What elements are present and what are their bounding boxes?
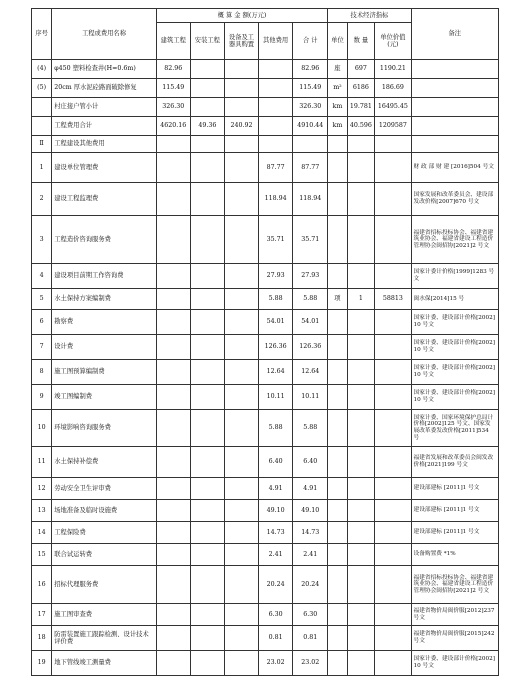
cell-seq: 11 xyxy=(32,447,52,478)
cell-seq: 13 xyxy=(32,500,52,522)
cell-unit: 座 xyxy=(328,60,347,79)
cell-other: 0.81 xyxy=(259,626,293,651)
cell-total: 82.96 xyxy=(293,60,328,79)
table-row xyxy=(32,478,499,500)
cell-name: 工程费用合计 xyxy=(52,117,156,136)
table-row xyxy=(32,385,499,410)
table-row xyxy=(32,98,499,117)
cell-construction xyxy=(156,566,190,604)
cell-equipment xyxy=(224,447,258,478)
cell-equipment xyxy=(224,385,258,410)
cell-unit-price xyxy=(375,216,411,264)
cell-unit-price xyxy=(375,651,411,676)
cell-name: 竣工图编制费 xyxy=(52,385,156,410)
cell-construction xyxy=(156,447,190,478)
cell-equipment: 240.92 xyxy=(224,117,258,136)
table-row xyxy=(32,544,499,566)
cell-unit xyxy=(328,385,347,410)
cell-note: 国家计委、建设部计价格[2002]10 号文 xyxy=(411,335,498,360)
cell-construction: 326.30 xyxy=(156,98,190,117)
cell-unit xyxy=(328,360,347,385)
cell-unit-price: 16495.45 xyxy=(375,98,411,117)
cell-unit xyxy=(328,604,347,626)
section-row xyxy=(32,136,499,153)
cell-unit-price xyxy=(375,566,411,604)
cell-other xyxy=(259,79,293,98)
cell-installation xyxy=(190,447,224,478)
cell-other: 2.41 xyxy=(259,544,293,566)
cell-unit xyxy=(328,216,347,264)
cell-construction: 115.49 xyxy=(156,79,190,98)
cell-note: 建设部建标 [2011]1 号文 xyxy=(411,522,498,544)
cell-unit-price xyxy=(375,310,411,335)
cell-note: 福建省招标投标协会、福建省建筑业协会、福建省建设工程造价管理协会闽招协[2021]2 号文 xyxy=(411,566,498,604)
cell-unit-price xyxy=(375,183,411,216)
cell-note: 建设部建标 [2011]1 号文 xyxy=(411,500,498,522)
cell-construction xyxy=(156,522,190,544)
cell-note: 国家计委计价格[1999]1283 号文 xyxy=(411,264,498,289)
cell-note xyxy=(411,98,498,117)
table-row xyxy=(32,410,499,447)
cell-unit-price: 1209587 xyxy=(375,117,411,136)
cell-note: 国家计委、建设部计价格[2002]10 号文 xyxy=(411,310,498,335)
cell-qty xyxy=(347,478,375,500)
cell-qty xyxy=(347,183,375,216)
cell-qty xyxy=(347,360,375,385)
section-name: 工程建设其他费用 xyxy=(52,136,156,153)
cell-equipment xyxy=(224,522,258,544)
cell-total: 27.93 xyxy=(293,264,328,289)
cell-qty: 1 xyxy=(347,289,375,310)
cell-seq: 3 xyxy=(32,216,52,264)
cell-note: 福建省物价局闽价服[2015]242 号文 xyxy=(411,626,498,651)
header-qty: 数 量 xyxy=(347,23,375,60)
cell-construction: 4620.16 xyxy=(156,117,190,136)
cell-qty xyxy=(347,522,375,544)
cell-equipment xyxy=(224,183,258,216)
cell-name: 村庄接户管小计 xyxy=(52,98,156,117)
cell-installation xyxy=(190,360,224,385)
cell-name: 地下管线竣工测量费 xyxy=(52,651,156,676)
cell-name: 20cm 厚水泥砼路面破除修复 xyxy=(52,79,156,98)
cell-installation xyxy=(190,544,224,566)
header-name: 工程或费用名称 xyxy=(52,9,156,60)
cell-construction xyxy=(156,335,190,360)
cell-construction xyxy=(156,360,190,385)
cell-qty xyxy=(347,310,375,335)
cell-seq: 12 xyxy=(32,478,52,500)
cell-installation xyxy=(190,183,224,216)
table-row xyxy=(32,289,499,310)
cell-name: 施工图预算编制费 xyxy=(52,360,156,385)
cell-other xyxy=(259,60,293,79)
cell-unit-price: 58813 xyxy=(375,289,411,310)
cell-installation xyxy=(190,500,224,522)
cell-unit xyxy=(328,544,347,566)
cell-seq: 1 xyxy=(32,153,52,183)
cell-other: 14.73 xyxy=(259,522,293,544)
cell-unit-price: 186.69 xyxy=(375,79,411,98)
cell-seq: 17 xyxy=(32,604,52,626)
header-unit: 单位 xyxy=(328,23,347,60)
cell-note: 财 政 部 财 建 [2016]504 号文 xyxy=(411,153,498,183)
table-row xyxy=(32,500,499,522)
cell-seq: 18 xyxy=(32,626,52,651)
cell-unit-price: 1190.21 xyxy=(375,60,411,79)
cell-name: 勘察费 xyxy=(52,310,156,335)
cell-unit xyxy=(328,522,347,544)
cell-qty xyxy=(347,335,375,360)
table-row xyxy=(32,335,499,360)
cell-installation xyxy=(190,216,224,264)
cell-other: 23.02 xyxy=(259,651,293,676)
cell-name: 防雷装置施工跟踪检测、设计技术评价费 xyxy=(52,626,156,651)
cell-other: 10.11 xyxy=(259,385,293,410)
cell-qty xyxy=(347,651,375,676)
cell-construction xyxy=(156,500,190,522)
cell-other: 12.64 xyxy=(259,360,293,385)
cell-seq xyxy=(32,117,52,136)
cell-total: 6.30 xyxy=(293,604,328,626)
table-row xyxy=(32,153,499,183)
cell-seq: 2 xyxy=(32,183,52,216)
table-row xyxy=(32,626,499,651)
cell-other: 54.01 xyxy=(259,310,293,335)
cell-equipment xyxy=(224,651,258,676)
cell-equipment xyxy=(224,360,258,385)
cell-total: 326.30 xyxy=(293,98,328,117)
cell-qty: 19.781 xyxy=(347,98,375,117)
cell-name: 水土保持方案编制费 xyxy=(52,289,156,310)
cell-total: 2.41 xyxy=(293,544,328,566)
cell-unit-price xyxy=(375,544,411,566)
cell-qty xyxy=(347,264,375,289)
cell-unit-price xyxy=(375,626,411,651)
cell-equipment xyxy=(224,153,258,183)
cell-total: 87.77 xyxy=(293,153,328,183)
cell-name: 建设项目前期工作咨询费 xyxy=(52,264,156,289)
cell-name: 场地准备及临时设施费 xyxy=(52,500,156,522)
cell-unit: m² xyxy=(328,79,347,98)
cell-unit xyxy=(328,447,347,478)
cell-total: 35.71 xyxy=(293,216,328,264)
cell-installation xyxy=(190,79,224,98)
cell-qty xyxy=(347,216,375,264)
cell-other: 4.91 xyxy=(259,478,293,500)
cell-construction xyxy=(156,264,190,289)
cell-seq: 5 xyxy=(32,289,52,310)
cell-seq: 16 xyxy=(32,566,52,604)
cell-note xyxy=(411,79,498,98)
cell-total: 115.49 xyxy=(293,79,328,98)
budget-table-body xyxy=(32,60,499,153)
cell-qty xyxy=(347,544,375,566)
cell-equipment xyxy=(224,310,258,335)
cell-construction xyxy=(156,544,190,566)
cell-total: 54.01 xyxy=(293,310,328,335)
cell-construction xyxy=(156,216,190,264)
cell-installation xyxy=(190,335,224,360)
cell-total: 126.36 xyxy=(293,335,328,360)
cell-note: 国家计委、建设部计价格[2002]10 号文 xyxy=(411,385,498,410)
table-row xyxy=(32,183,499,216)
cell-unit xyxy=(328,566,347,604)
cell-equipment xyxy=(224,79,258,98)
table-row xyxy=(32,566,499,604)
cell-qty: 697 xyxy=(347,60,375,79)
table-row xyxy=(32,79,499,98)
cell-seq: (4) xyxy=(32,60,52,79)
cell-equipment xyxy=(224,216,258,264)
cell-name: 劳动安全卫生评审费 xyxy=(52,478,156,500)
cell-unit: km xyxy=(328,98,347,117)
header-unit-price: 单位价值(元) xyxy=(375,23,411,60)
cell-name: 水土保持补偿费 xyxy=(52,447,156,478)
cell-construction xyxy=(156,153,190,183)
cell-note: 国家计委、建设部计价格[2002]10 号文 xyxy=(411,360,498,385)
table-row xyxy=(32,360,499,385)
cell-installation xyxy=(190,264,224,289)
cell-seq: 10 xyxy=(32,410,52,447)
cell-total: 6.40 xyxy=(293,447,328,478)
cell-qty xyxy=(347,410,375,447)
table-row xyxy=(32,60,499,79)
cell-qty xyxy=(347,604,375,626)
cell-installation xyxy=(190,626,224,651)
cell-unit xyxy=(328,410,347,447)
cell-unit xyxy=(328,500,347,522)
cell-other: 5.88 xyxy=(259,410,293,447)
table-row xyxy=(32,216,499,264)
cell-installation xyxy=(190,98,224,117)
cell-unit-price xyxy=(375,478,411,500)
cell-total: 5.88 xyxy=(293,289,328,310)
cell-name: 工程造价咨询服务费 xyxy=(52,216,156,264)
cell-total: 4.91 xyxy=(293,478,328,500)
cell-equipment xyxy=(224,335,258,360)
cell-unit xyxy=(328,310,347,335)
cell-note: 设备购置费 *1% xyxy=(411,544,498,566)
cell-name: φ450 塑料检查井(H=0.6m) xyxy=(52,60,156,79)
cell-total: 12.64 xyxy=(293,360,328,385)
cell-total: 5.88 xyxy=(293,410,328,447)
cell-construction xyxy=(156,626,190,651)
cell-other xyxy=(259,98,293,117)
cell-equipment xyxy=(224,410,258,447)
cell-other: 6.40 xyxy=(259,447,293,478)
cell-installation xyxy=(190,478,224,500)
cell-equipment xyxy=(224,604,258,626)
cell-qty xyxy=(347,566,375,604)
cell-other: 126.36 xyxy=(259,335,293,360)
cell-qty xyxy=(347,385,375,410)
cell-unit: km xyxy=(328,117,347,136)
cell-unit: 项 xyxy=(328,289,347,310)
cell-unit xyxy=(328,183,347,216)
cell-unit xyxy=(328,651,347,676)
table-row xyxy=(32,117,499,136)
cell-qty xyxy=(347,447,375,478)
cell-construction xyxy=(156,478,190,500)
cell-equipment xyxy=(224,98,258,117)
table-row xyxy=(32,522,499,544)
cell-name: 建设工程监理费 xyxy=(52,183,156,216)
cell-qty: 40.596 xyxy=(347,117,375,136)
cell-total: 0.81 xyxy=(293,626,328,651)
cell-other: 27.93 xyxy=(259,264,293,289)
cell-other: 87.77 xyxy=(259,153,293,183)
header-total: 合 计 xyxy=(293,23,328,60)
cell-installation xyxy=(190,60,224,79)
cell-construction xyxy=(156,289,190,310)
cell-seq: 6 xyxy=(32,310,52,335)
cell-note xyxy=(411,60,498,79)
table-row xyxy=(32,604,499,626)
table-row xyxy=(32,651,499,676)
cell-installation xyxy=(190,566,224,604)
cell-equipment xyxy=(224,626,258,651)
cell-unit-price xyxy=(375,264,411,289)
cell-qty xyxy=(347,500,375,522)
cell-note: 福建省物价局闽价服[2012]237 号文 xyxy=(411,604,498,626)
budget-table xyxy=(31,8,499,676)
cell-other: 6.30 xyxy=(259,604,293,626)
cell-name: 环境影响咨询服务费 xyxy=(52,410,156,447)
cell-total: 10.11 xyxy=(293,385,328,410)
cell-equipment xyxy=(224,60,258,79)
cell-qty xyxy=(347,626,375,651)
cell-qty xyxy=(347,153,375,183)
cell-other: 49.10 xyxy=(259,500,293,522)
cell-unit xyxy=(328,153,347,183)
table-row xyxy=(32,447,499,478)
cell-note: 国家发展和改革委员会、建设部发改价格[2007]670 号文 xyxy=(411,183,498,216)
cell-name: 招标代理服务费 xyxy=(52,566,156,604)
cell-seq: (5) xyxy=(32,79,52,98)
cell-unit xyxy=(328,264,347,289)
cell-seq: 4 xyxy=(32,264,52,289)
cell-name: 建设单位管理费 xyxy=(52,153,156,183)
cell-total: 118.94 xyxy=(293,183,328,216)
cell-name: 设计费 xyxy=(52,335,156,360)
cell-unit-price xyxy=(375,447,411,478)
cell-note xyxy=(411,117,498,136)
cell-seq xyxy=(32,98,52,117)
cell-unit-price xyxy=(375,500,411,522)
cell-other: 20.24 xyxy=(259,566,293,604)
cell-note: 闽水保[2014]15 号 xyxy=(411,289,498,310)
header-budget-group: 概 算 金 额(万元) xyxy=(156,9,328,23)
header-other: 其他费用 xyxy=(259,23,293,60)
cell-installation xyxy=(190,651,224,676)
cell-total: 23.02 xyxy=(293,651,328,676)
cell-installation xyxy=(190,410,224,447)
header-construction: 建筑工程 xyxy=(156,23,190,60)
cell-installation xyxy=(190,385,224,410)
cell-construction xyxy=(156,604,190,626)
cell-total: 4910.44 xyxy=(293,117,328,136)
cell-seq: 8 xyxy=(32,360,52,385)
cell-equipment xyxy=(224,264,258,289)
cell-construction xyxy=(156,183,190,216)
header-row-1 xyxy=(32,9,499,23)
cell-name: 施工图审查费 xyxy=(52,604,156,626)
cell-unit-price xyxy=(375,153,411,183)
cell-total: 14.73 xyxy=(293,522,328,544)
cell-seq: 14 xyxy=(32,522,52,544)
cell-unit-price xyxy=(375,335,411,360)
cell-unit xyxy=(328,626,347,651)
cell-construction xyxy=(156,410,190,447)
cell-unit-price xyxy=(375,522,411,544)
header-installation: 安装工程 xyxy=(190,23,224,60)
cell-installation xyxy=(190,289,224,310)
cell-other xyxy=(259,117,293,136)
cell-unit xyxy=(328,478,347,500)
cell-seq: 9 xyxy=(32,385,52,410)
cell-note: 建设部建标 [2011]1 号文 xyxy=(411,478,498,500)
cell-equipment xyxy=(224,566,258,604)
cell-equipment xyxy=(224,544,258,566)
cell-installation: 49.36 xyxy=(190,117,224,136)
cell-construction xyxy=(156,310,190,335)
cell-other: 5.88 xyxy=(259,289,293,310)
cell-seq: 19 xyxy=(32,651,52,676)
fee-rows xyxy=(32,153,499,676)
cell-unit-price xyxy=(375,360,411,385)
cell-installation xyxy=(190,153,224,183)
cell-total: 20.24 xyxy=(293,566,328,604)
cell-seq: 15 xyxy=(32,544,52,566)
cell-construction xyxy=(156,651,190,676)
table-row xyxy=(32,310,499,335)
cell-seq: 7 xyxy=(32,335,52,360)
header-note: 备注 xyxy=(411,9,498,60)
cell-installation xyxy=(190,310,224,335)
cell-equipment xyxy=(224,478,258,500)
cell-name: 联合试运转费 xyxy=(52,544,156,566)
cell-installation xyxy=(190,522,224,544)
cell-note: 国家计委、国家环境保护总局计价格[2002]125 号文、国家发展改革委发改价格[2011]534 号 xyxy=(411,410,498,447)
cell-total: 49.10 xyxy=(293,500,328,522)
cell-other: 118.94 xyxy=(259,183,293,216)
cell-unit-price xyxy=(375,410,411,447)
cell-construction xyxy=(156,385,190,410)
cell-installation xyxy=(190,604,224,626)
cell-name: 工程保险费 xyxy=(52,522,156,544)
cell-equipment xyxy=(224,289,258,310)
header-seq: 序号 xyxy=(32,9,52,60)
table-row xyxy=(32,264,499,289)
cell-unit xyxy=(328,335,347,360)
section-seq: Ⅱ xyxy=(32,136,52,153)
cell-unit-price xyxy=(375,385,411,410)
cell-other: 35.71 xyxy=(259,216,293,264)
cell-note: 福建省发展和改革委员会闽发改价格[2021]199 号文 xyxy=(411,447,498,478)
header-tech-group: 技术经济指标 xyxy=(328,9,411,23)
cell-construction: 82.96 xyxy=(156,60,190,79)
cell-unit-price xyxy=(375,604,411,626)
cell-note: 福建省招标投标协会、福建省建筑业协会、福建省建设工程造价管理协会闽招协[2021]2 号文 xyxy=(411,216,498,264)
header-equipment: 设备及工器具购置 xyxy=(224,23,258,60)
cell-equipment xyxy=(224,500,258,522)
cell-qty: 6186 xyxy=(347,79,375,98)
cell-note: 国家计委、建设部计价格[2002]10 号文 xyxy=(411,651,498,676)
